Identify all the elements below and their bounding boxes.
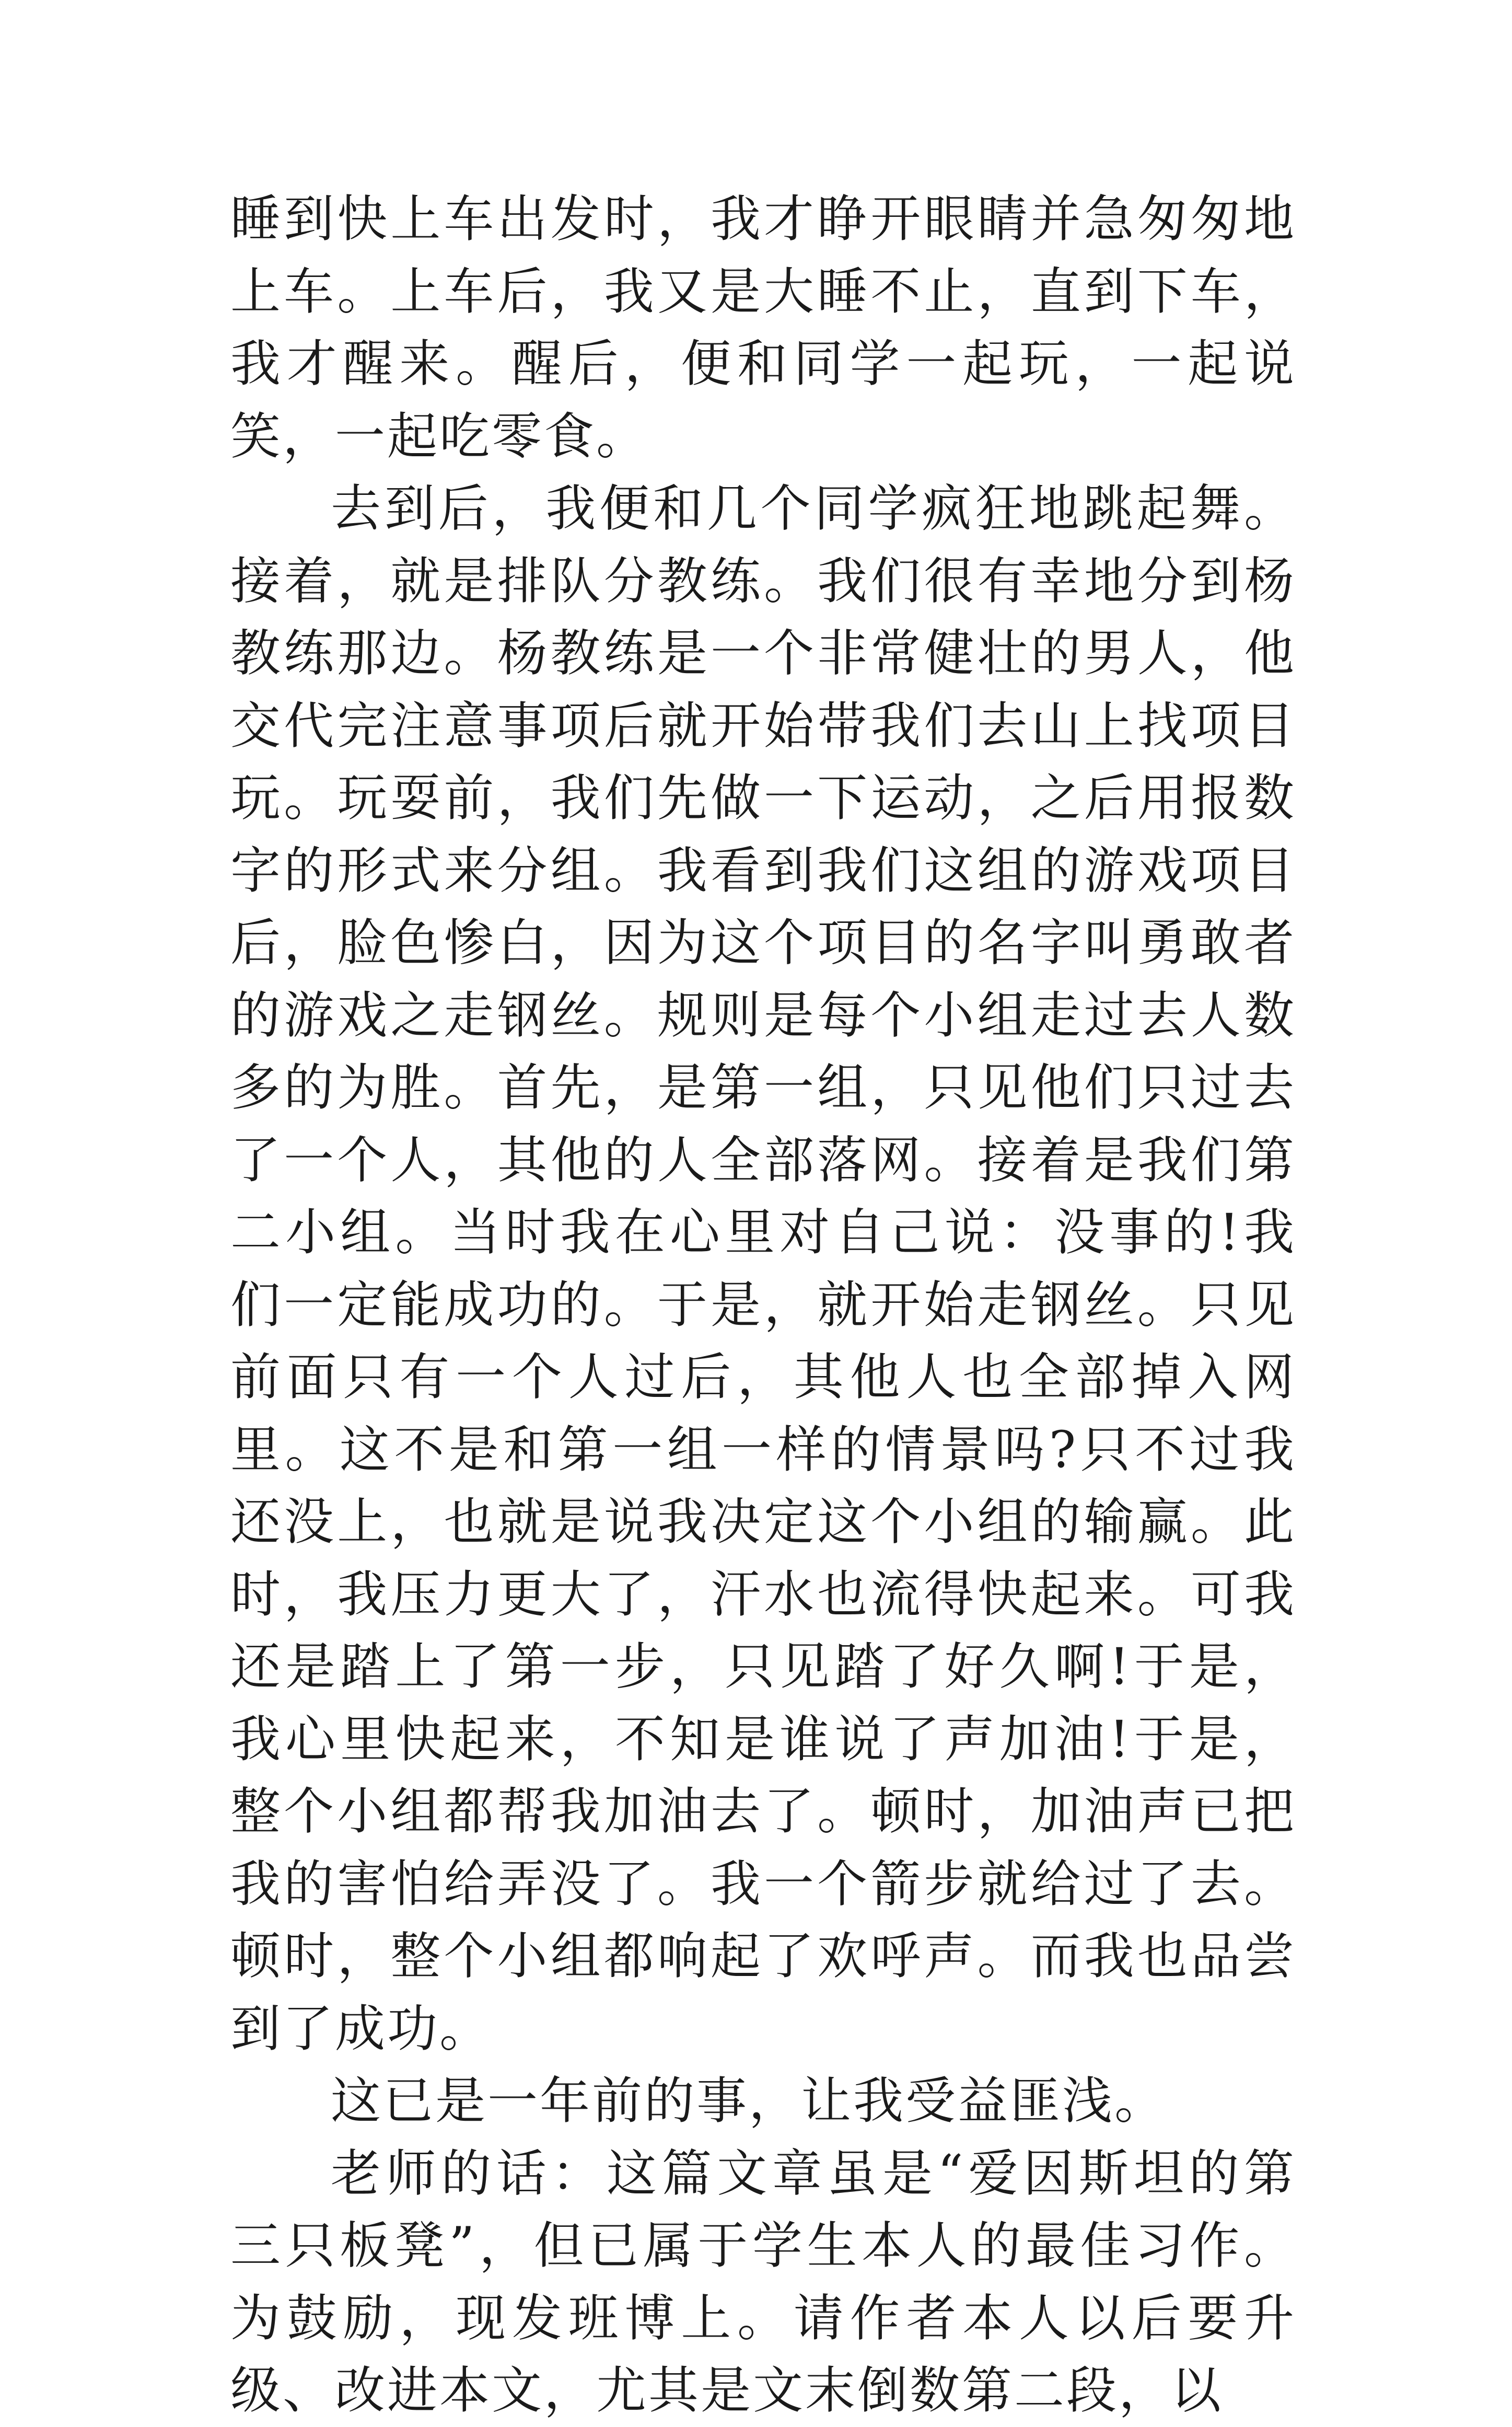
paragraph-teacher-comment: 老师的话：这篇文章虽是“爱因斯坦的第三只板凳”，但已属于学生本人的最佳习作。为鼓励，现发班博上。请作者本人以后要升级、改进本文，尤其是文末倒数第二段，以 bbox=[230, 2144, 1296, 2420]
paragraph-story: 去到后，我便和几个同学疯狂地跳起舞。接着，就是排队分教练。我们很有幸地分到杨教练那边。杨教练是一个非常健壮的男人，他交代完注意事项后就开始带我们去山上找项目玩。玩耍前，我们先做一下运动，之后用报数字的形式来分组。我看到我们这组的游戏项目后，脸色惨白，因为这个项目的名字叫勇敢者的游戏之走钢丝。规则是每个小组走过去人数多的为胜。首先，是第一组，只见他们只过去了一个人，其他的人全部落网。接着是我们第二小组。当时我在心里对自己说：没事的!我们一定能成功的。于是，就开始走钢丝。只见前面只有一个人过后，其他人也全部掉入网里。这不是和第一组一样的情景吗?只不过我还没上，也就是说我决定这个小组的输赢。此时，我压力更大了，汗水也流得快起来。可我还是踏上了第一步，只见踏了好久啊!于是，我心里快起来，不知是谁说了声加油!于是，整个小组都帮我加油去了。顿时，加油声已把我的害怕给弄没了。我一个箭步就给过了去。顿时，整个小组都响起了欢呼声。而我也品尝到了成功。 bbox=[230, 479, 1296, 2058]
document-body bbox=[230, 183, 1296, 2427]
paragraph-continued: 睡到快上车出发时，我才睁开眼睛并急匆匆地上车。上车后，我又是大睡不止，直到下车，我才醒来。醒后，便和同学一起玩，一起说笑，一起吃零食。 bbox=[230, 190, 1296, 466]
paragraph-reflection: 这已是一年前的事，让我受益匪浅。 bbox=[331, 2072, 1167, 2130]
